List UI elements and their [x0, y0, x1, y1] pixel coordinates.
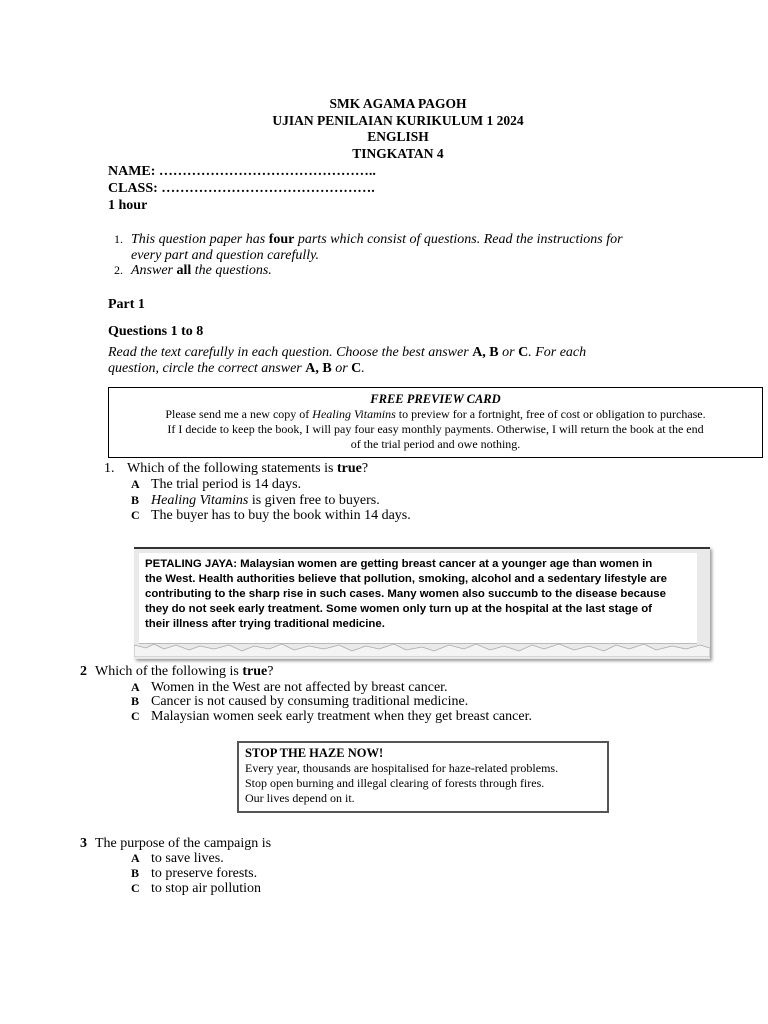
name-field: NAME: ………………………………………..	[108, 164, 376, 179]
part-title: Part 1	[108, 297, 145, 312]
q3-option-b[interactable]: B to preserve forests.	[131, 866, 258, 881]
subject-title: ENGLISH	[367, 129, 429, 144]
q2-option-b[interactable]: B Cancer is not caused by consuming traditional medicine.	[131, 694, 469, 709]
question-1: 1. Which of the following statements is true?	[104, 461, 369, 476]
q2-option-c[interactable]: C Malaysian women seek early treatment when they get breast cancer.	[131, 709, 532, 724]
question-3: 3 The purpose of the campaign is	[80, 836, 272, 851]
instruction-2: 2. Answer all the questions.	[114, 263, 272, 278]
card-title: FREE PREVIEW CARD	[370, 392, 501, 406]
form-title: TINGKATAN 4	[352, 146, 444, 161]
card-line-3: of the trial period and owe nothing.	[350, 437, 521, 451]
card-line-2: If I decide to keep the book, I will pay four easy monthly payments. Otherwise, I will return the book at the end	[167, 422, 704, 436]
part-instructions: Read the text carefully in each question. Choose the best answer A, B or C. For each question, circle the correct answer A, B or C.	[108, 345, 587, 376]
haze-campaign-box	[237, 741, 609, 813]
q1-option-a[interactable]: A The trial period is 14 days.	[131, 477, 302, 492]
haze-line-2: Stop open burning and illegal clearing of forests through fires.	[245, 776, 545, 790]
question-2: 2 Which of the following is true?	[80, 664, 274, 679]
news-article-text: PETALING JAYA: Malaysian women are getting breast cancer at a younger age than women in the West. Health authorities believe that pollution, smoking, alcohol and a sedentary lifestyle are contributing to the sharp rise in such cases. Many women also succumb to the disease because they do not seek early treatment. Some women only turn up at the hospital at the last stage of their illness after trying traditional medicine.	[145, 558, 667, 630]
instruction-1: 1. This question paper has four parts which consist of questions. Read the instructions for every part and question carefully.	[114, 232, 623, 263]
card-line-1: Please send me a new copy of Healing Vitamins to preview for a fortnight, free of cost or obligation to purchase.	[165, 407, 706, 421]
questions-range: Questions 1 to 8	[108, 324, 204, 339]
class-field: CLASS: ……………………………………….	[108, 181, 375, 196]
torn-edge-decoration	[134, 639, 710, 657]
q1-option-c[interactable]: C The buyer has to buy the book within 14 days.	[131, 508, 411, 523]
haze-title: STOP THE HAZE NOW!	[245, 746, 384, 760]
haze-line-3: Our lives depend on it.	[245, 791, 355, 805]
news-clipping	[134, 547, 710, 657]
free-preview-card	[108, 387, 763, 458]
exam-title: UJIAN PENILAIAN KURIKULUM 1 2024	[272, 113, 524, 128]
q1-option-b[interactable]: B Healing Vitamins is given free to buyers.	[131, 493, 380, 508]
duration-text: 1 hour	[108, 198, 148, 213]
haze-line-1: Every year, thousands are hospitalised for haze-related problems.	[245, 761, 559, 775]
q3-option-a[interactable]: A to save lives.	[131, 851, 224, 866]
school-name: SMK AGAMA PAGOH	[329, 96, 467, 111]
q2-option-a[interactable]: A Women in the West are not affected by breast cancer.	[131, 680, 448, 695]
q3-option-c[interactable]: C to stop air pollution	[131, 881, 262, 896]
